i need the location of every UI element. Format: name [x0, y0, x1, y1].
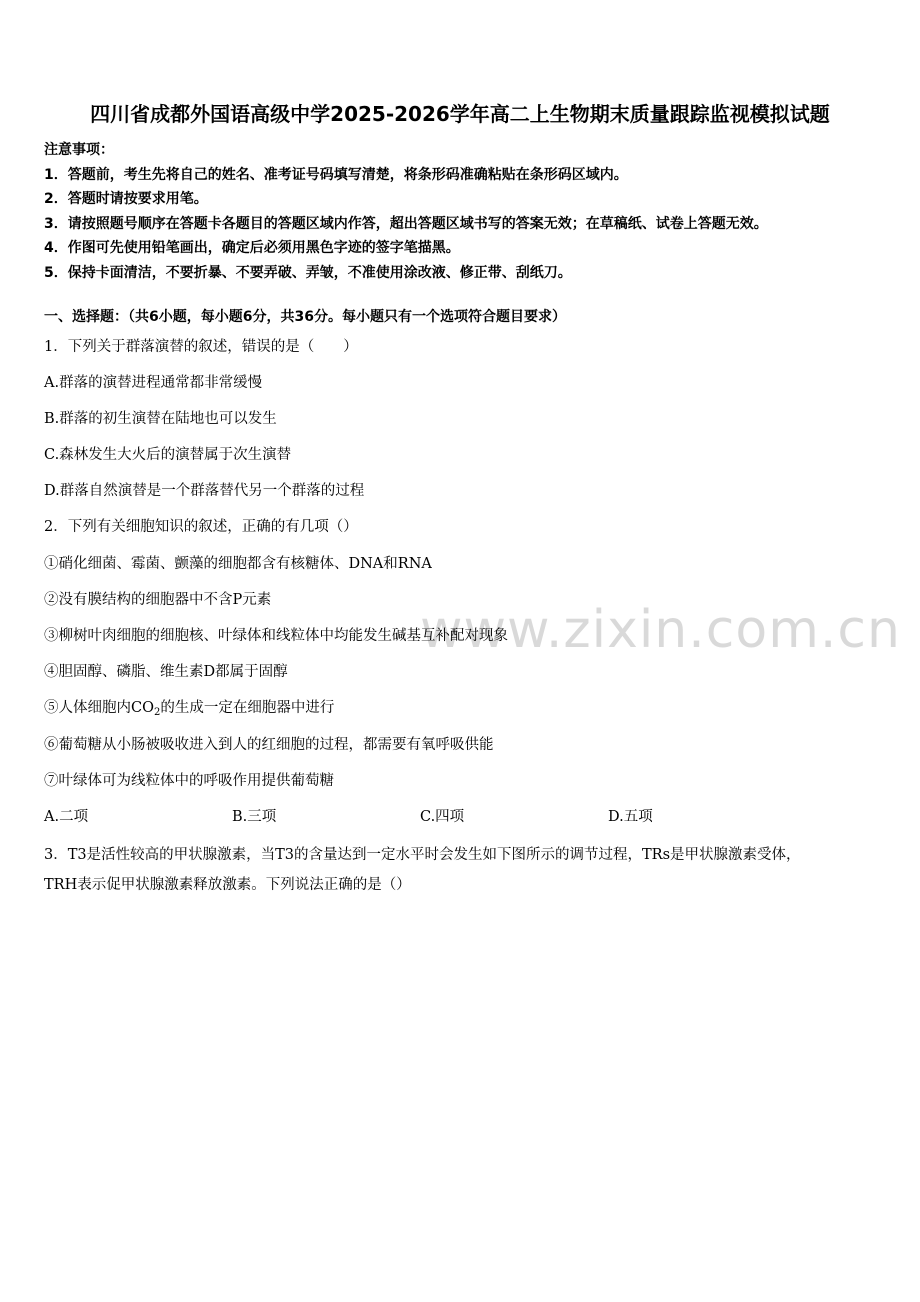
q1-option-b: B.群落的初生演替在陆地也可以发生 — [44, 411, 277, 427]
note-item: 5．保持卡面清洁，不要折暴、不要弄破、弄皱，不准使用涂改液、修正带、刮纸刀。 — [44, 264, 572, 281]
q1-option-d: D.群落自然演替是一个群落替代另一个群落的过程 — [44, 483, 365, 499]
q2-statement-5 — [44, 696, 334, 725]
q3-stem — [44, 840, 884, 900]
q2-statement-3: ③柳树叶肉细胞的细胞核、叶绿体和线粒体中均能发生碱基互补配对现象 — [44, 628, 508, 644]
section-heading: 一、选择题：（共6小题，每小题6分，共36分。每小题只有一个选项符合题目要求） — [44, 309, 566, 325]
q2-option-b: B.三项 — [232, 809, 277, 825]
q1-option-c: C.森林发生大火后的演替属于次生演替 — [44, 447, 292, 463]
q2-statement-5-rest: 的生成一定在细胞器中进行 — [160, 700, 335, 716]
notes-heading: 注意事项： — [44, 142, 114, 158]
note-item: 1．答题前，考生先将自己的姓名、准考证号码填写清楚，将条形码准确粘贴在条形码区域内。 — [44, 166, 628, 183]
q2-statement-6: ⑥葡萄糖从小肠被吸收进入到人的红细胞的过程，都需要有氧呼吸供能 — [44, 737, 494, 753]
q2-statement-1: ①硝化细菌、霉菌、颤藻的细胞都含有核糖体、DNA和RNA — [44, 556, 432, 572]
q2-statement-7: ⑦叶绿体可为线粒体中的呼吸作用提供葡萄糖 — [44, 773, 334, 789]
note-item: 2．答题时请按要求用笔。 — [44, 191, 208, 207]
q3-line-2: TRH表示促甲状腺激素释放激素。下列说法正确的是（） — [44, 877, 411, 893]
q2-statement-4: ④胆固醇、磷脂、维生素D都属于固醇 — [44, 664, 288, 680]
co2-subscript: 2 — [153, 707, 161, 718]
q2-options — [44, 805, 894, 829]
watermark: www.zixin.com.cn — [420, 600, 901, 660]
notes-block — [44, 138, 894, 285]
q2-statement-2: ②没有膜结构的细胞器中不含P元素 — [44, 592, 272, 608]
note-item: 4．作图可先使用铅笔画出，确定后必须用黑色字迹的签字笔描黑。 — [44, 240, 460, 256]
q2-statement-5-text: ⑤人体细胞内CO — [44, 700, 154, 716]
q2-stem: 2．下列有关细胞知识的叙述，正确的有几项（） — [44, 519, 358, 535]
q2-option-c: C.四项 — [420, 809, 465, 825]
q1-option-a: A.群落的演替进程通常都非常缓慢 — [44, 375, 263, 391]
q2-option-d: D.五项 — [608, 809, 653, 825]
page-title: 四川省成都外国语高级中学2025-2026学年高二上生物期末质量跟踪监视模拟试题 — [90, 102, 830, 126]
note-item: 3．请按照题号顺序在答题卡各题目的答题区域内作答，超出答题区域书写的答案无效；在草稿纸、试卷上答题无效。 — [44, 215, 768, 232]
q1-stem: 1．下列关于群落演替的叙述，错误的是（ ） — [44, 339, 358, 355]
q2-option-a: A.二项 — [44, 809, 89, 825]
q3-line-1: 3．T3是活性较高的甲状腺激素，当T3的含量达到一定水平时会发生如下图所示的调节过程，TRs是甲状腺激素受体， — [44, 847, 801, 863]
